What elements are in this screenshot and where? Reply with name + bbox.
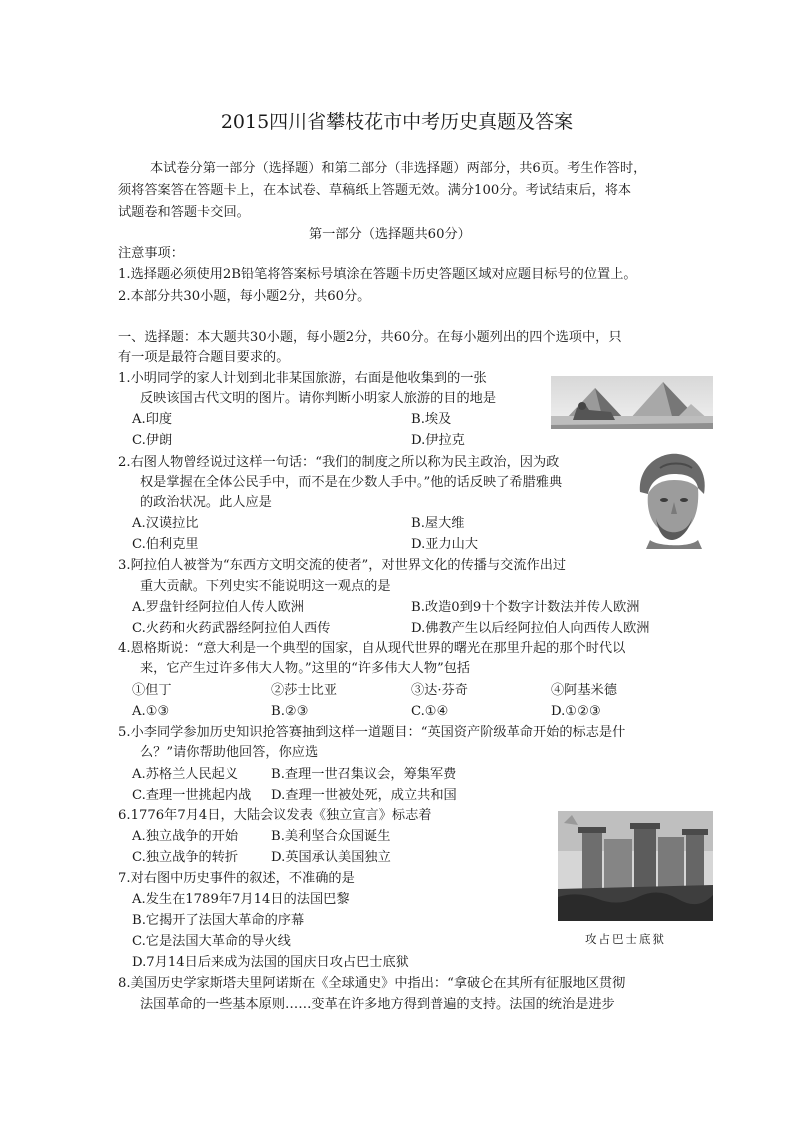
q7-option-c: C.它是法国大革命的导火线	[132, 934, 291, 949]
q4-item-1: ①但丁	[132, 683, 172, 698]
q4-option-c: C.①④	[411, 704, 449, 719]
note-item-2: 2.本部分共30小题，每小题2分，共60分。	[118, 289, 371, 304]
intro-line-2: 须将答案答在答题卡上，在本试卷、草稿纸上答题无效。满分100分。考试结束后，将本	[118, 183, 632, 198]
q6-stem: 6.1776年7月4日，大陆会议发表《独立宣言》标志着	[118, 808, 432, 823]
q5-stem-2: 么？”请你帮助他回答，你应选	[140, 745, 319, 760]
q8-stem-2: 法国革命的一些基本原则……变革在许多地方得到普遍的支持。法国的统治是进步	[140, 997, 615, 1012]
page-title: 2015四川省攀枝花市中考历史真题及答案	[220, 111, 574, 133]
q2-stem-3: 的政治状况。此人应是	[140, 495, 272, 510]
q2-stem-2: 权是掌握在全体公民手中，而不是在少数人手中。”他的话反映了希腊雅典	[140, 475, 563, 490]
q3-option-a: A.罗盘针经阿拉伯人传人欧洲	[132, 600, 304, 615]
q2-stem-1: 2.右图人物曾经说过这样一句话：“我们的制度之所以称为民主政治，因为政	[118, 455, 560, 470]
q7-option-d: D.7月14日后来成为法国的国庆日攻占巴士底狱	[132, 955, 409, 970]
q2-option-c: C.伯利克里	[132, 537, 199, 552]
q7-option-a: A.发生在1789年7月14日的法国巴黎	[132, 892, 350, 907]
section1-line-2: 有一项是最符合题目要求的。	[118, 350, 290, 365]
q3-stem-1: 3.阿拉伯人被誉为“东西方文明交流的使者”，对世界文化的传播与交流作出过	[118, 558, 567, 573]
q2-option-a: A.汉谟拉比	[132, 516, 199, 531]
q4-stem-1: 4.恩格斯说：“意大利是一个典型的国家，自从现代世界的曙光在那里升起的那个时代以	[118, 641, 626, 656]
bastille-image	[558, 811, 713, 921]
pyramids-sphinx-image	[551, 376, 713, 429]
q1-stem-2: 反映该国古代文明的图片。请你判断小明家人旅游的目的地是	[140, 391, 497, 406]
q8-stem-1: 8.美国历史学家斯塔夫里阿诺斯在《全球通史》中指出：“拿破仑在其所有征服地区贯彻	[118, 976, 626, 991]
q3-option-c: C.火药和火药武器经阿拉伯人西传	[132, 621, 331, 636]
q7-stem: 7.对右图中历史事件的叙述，不准确的是	[118, 871, 355, 886]
q1-stem-1: 1.小明同学的家人计划到北非某国旅游，右面是他收集到的一张	[118, 371, 487, 386]
q5-stem-1: 5.小李同学参加历史知识抢答赛抽到这样一道题目：“英国资产阶级革命开始的标志是什	[118, 725, 626, 740]
q4-option-d: D.①②③	[551, 704, 601, 719]
q1-option-c: C.伊朗	[132, 433, 173, 448]
q1-option-b: B.埃及	[411, 412, 452, 427]
q4-option-a: A.①③	[132, 704, 170, 719]
q4-stem-2: 来，它产生过许多伟大人物。”这里的“许多伟大人物”包括	[140, 661, 471, 676]
q4-item-4: ④阿基米德	[551, 683, 617, 698]
q4-option-b: B.②③	[271, 704, 309, 719]
q3-option-d: D.佛教产生以后经阿拉伯人向西传人欧洲	[411, 621, 650, 636]
q3-option-b: B.改造0到9十个数字计数法并传人欧洲	[411, 600, 640, 615]
section1-line-1: 一、选择题：本大题共30小题，每小题2分，共60分。在每小题列出的四个选项中，只	[118, 330, 622, 345]
intro-line-3: 试题卷和答题卡交回。	[118, 205, 250, 220]
q7-option-b: B.它揭开了法国大革命的序幕	[132, 913, 305, 928]
q1-option-d: D.伊拉克	[411, 433, 465, 448]
q6-option-d: D.英国承认美国独立	[271, 850, 391, 865]
q2-option-b: B.屋大维	[411, 516, 465, 531]
intro-line-1: 本试卷分第一部分（选择题）和第二部分（非选择题）两部分，共6页。考生作答时，	[150, 161, 647, 176]
q6-option-a: A.独立战争的开始	[132, 829, 239, 844]
note-item-1: 1.选择题必须使用2B铅笔将答案标号填涂在答题卡历史答题区域对应题目标号的位置上。	[118, 267, 637, 282]
q6-option-c: C.独立战争的转折	[132, 850, 239, 865]
q4-item-2: ②莎士比亚	[271, 683, 337, 698]
q5-option-a: A.苏格兰人民起义	[132, 767, 239, 782]
notes-heading: 注意事项：	[118, 246, 184, 261]
q1-option-a: A.印度	[132, 412, 173, 427]
q5-option-c: C.查理一世挑起内战	[132, 788, 252, 803]
q5-option-d: D.查理一世被处死，成立共和国	[271, 788, 457, 803]
pericles-bust-image	[630, 448, 712, 549]
q2-option-d: D.亚力山大	[411, 537, 479, 552]
q5-option-b: B.查理一世召集议会，筹集军费	[271, 767, 457, 782]
q6-option-b: B.美利坚合众国诞生	[271, 829, 391, 844]
q3-stem-2: 重大贡献。下列史实不能说明这一观点的是	[140, 579, 391, 594]
bastille-caption: 攻占巴士底狱	[585, 932, 666, 946]
q4-item-3: ③达·芬奇	[411, 683, 468, 698]
part1-heading: 第一部分（选择题共60分）	[309, 227, 471, 242]
